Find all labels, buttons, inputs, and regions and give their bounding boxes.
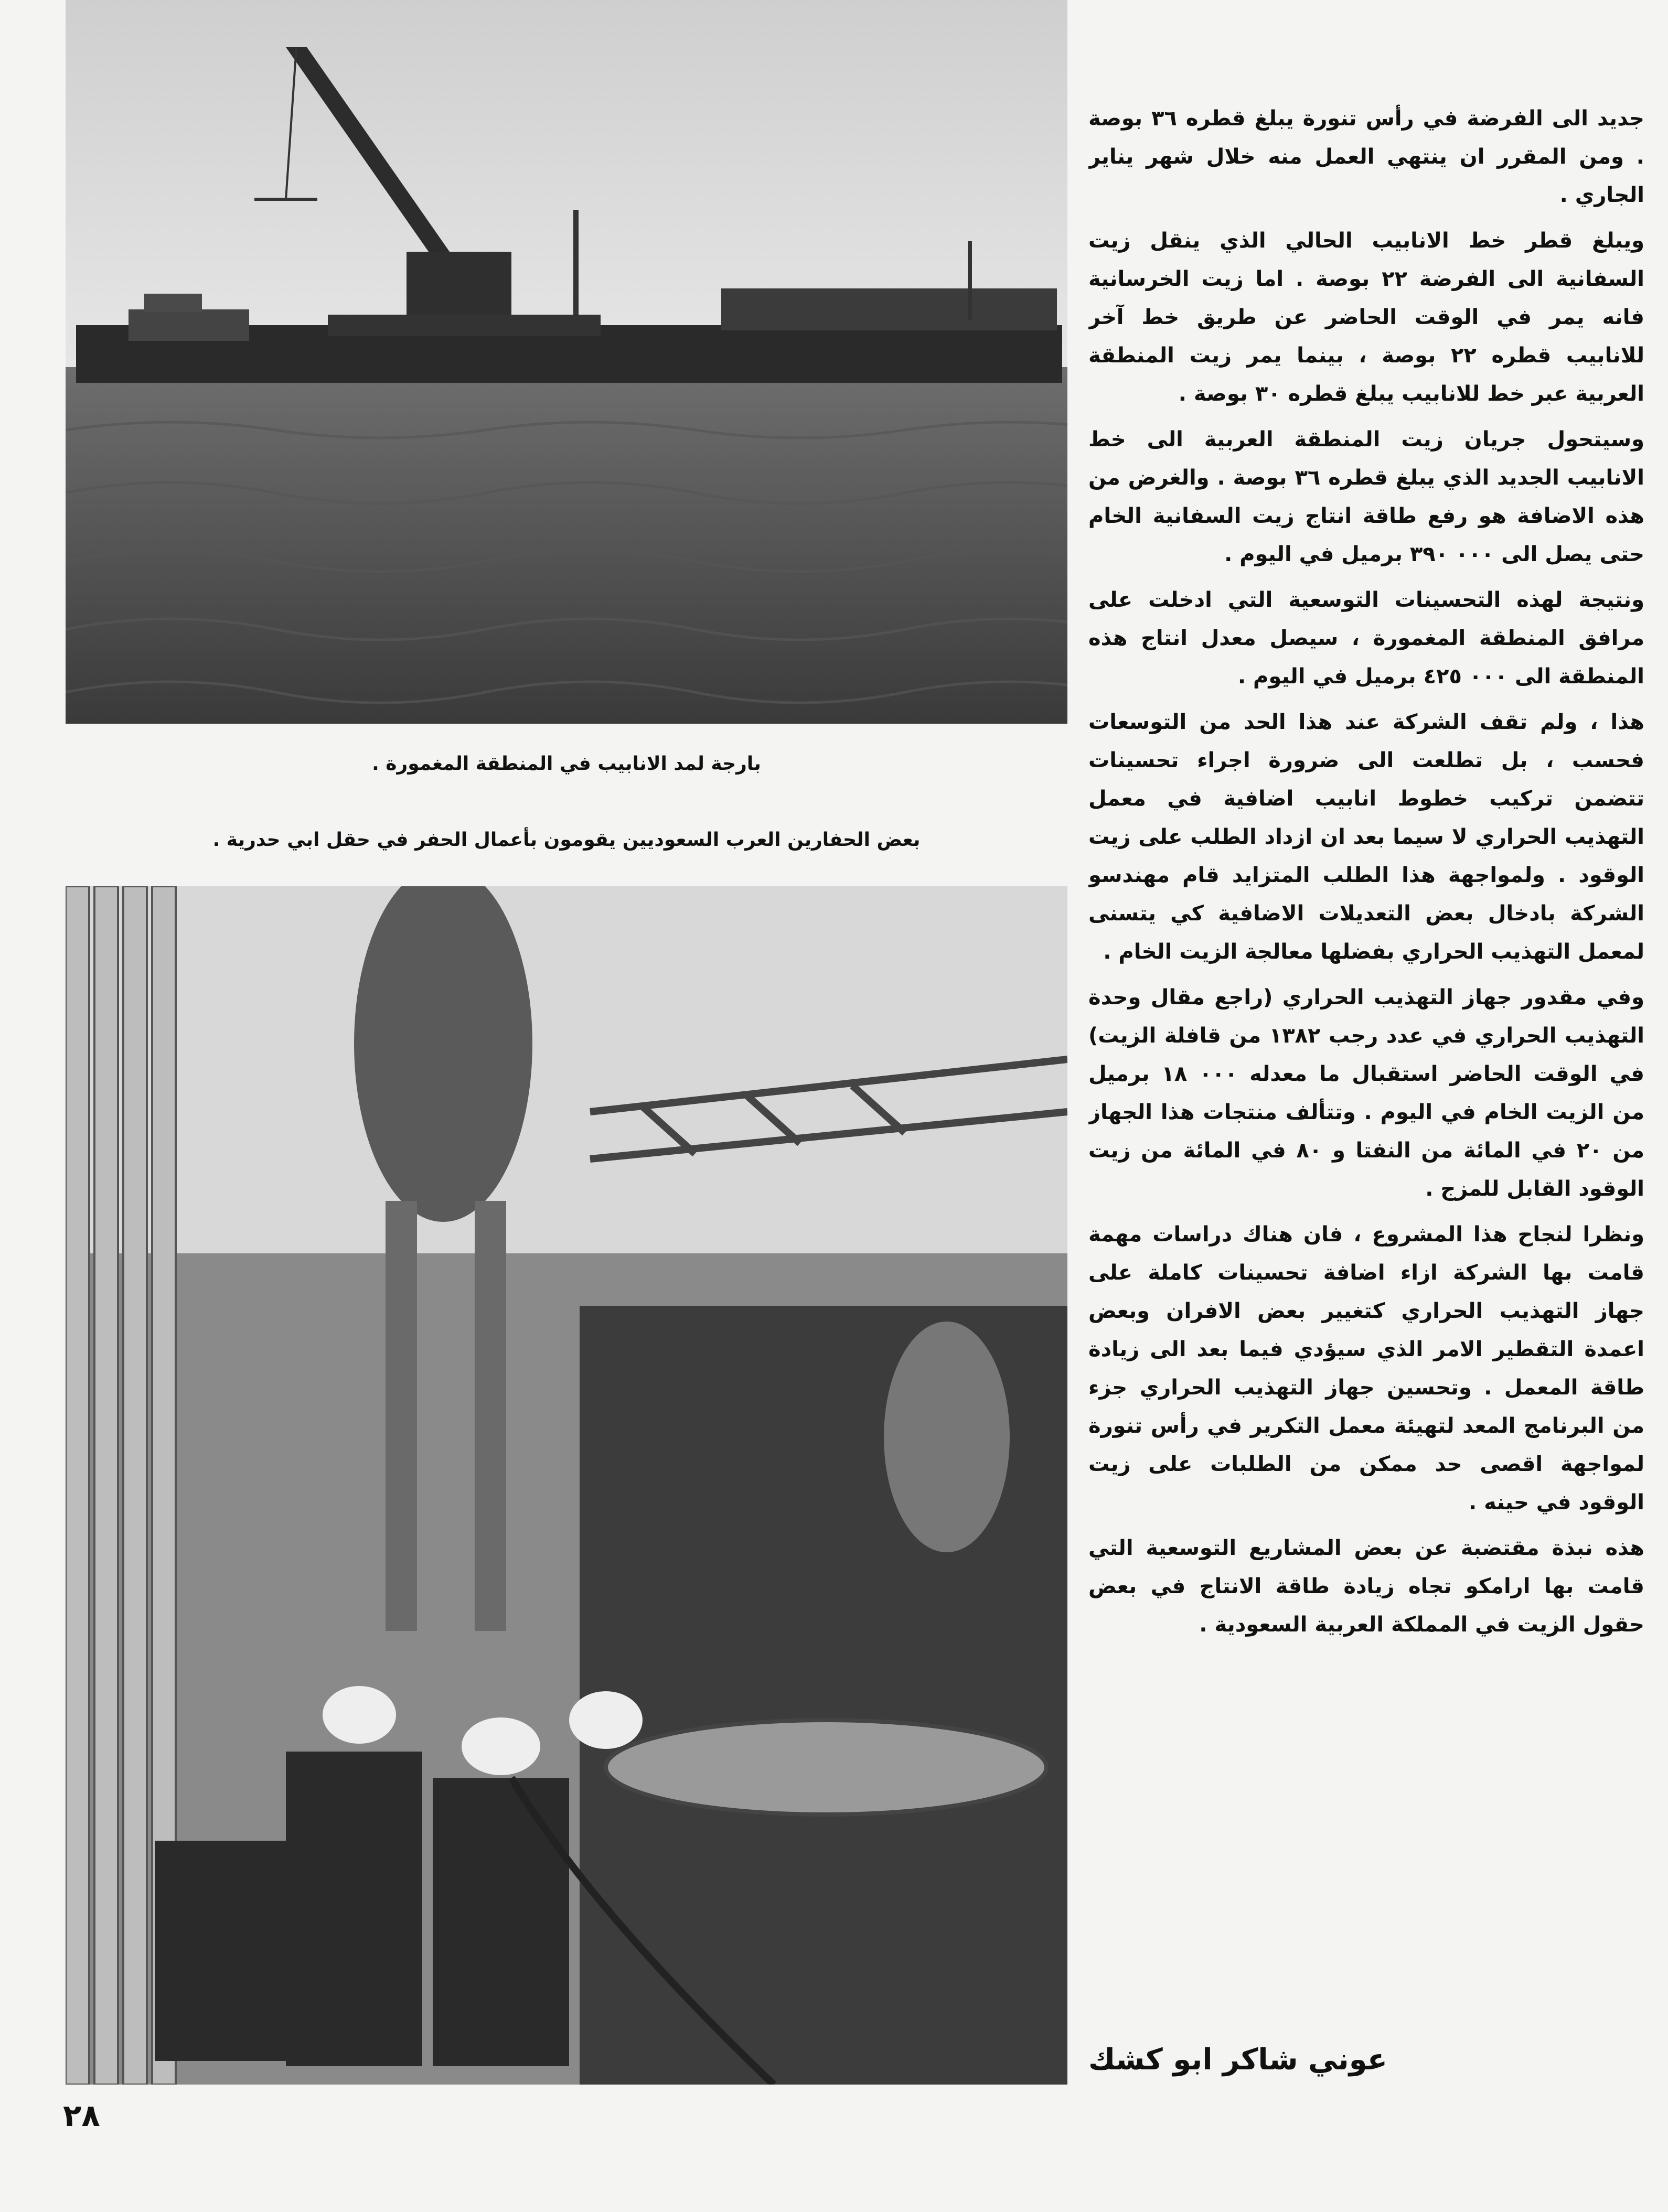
article-body (1088, 100, 1644, 2134)
article-paragraph-7: ونظرا لنجاح هذا المشروع ، فان هناك دراسات مهمة قامت بها الشركة ازاء اضافة تحسينات كاملة على جهاز التهذيب الحراري كتغيير بعض الافران وبعض اعمدة التقطير الامر الذي سيؤدي فيما بعد الى زيادة طاقة المعمل . وتحسين جهاز التهذيب الحراري جزء من البرنامج المعد لتهيئة معمل التكرير في رأس تنورة لمواجهة اقصى حد ممكن من الطلبات على زيت الوقود في حينه . (1088, 1222, 1644, 1515)
author-name: عوني شاكر ابو كشك (1088, 2043, 1388, 2077)
barge-photo (66, 0, 1067, 724)
drillers-photo-caption: بعض الحفارين العرب السعوديين يقومون بأعمال الحفر في حقل ابي حدرية . (212, 829, 921, 851)
barge-photo-caption: بارجة لمد الانابيب في المنطقة المغمورة . (372, 753, 761, 775)
article-paragraph-5: هذا ، ولم تقف الشركة عند هذا الحد من التوسعات فحسب ، بل تطلعت الى ضرورة اجراء تحسينات تتضمن تركيب خطوط انابيب اضافية في معمل التهذيب الحراري لا سيما بعد ان ازداد الطلب على زيت الوقود . ولمواجهة هذا الطلب المتزايد قام مهندسو الشركة بادخال بعض التعديلات الاضافية كي يتسنى لمعمل التهذيب الحراري بفضلها معالجة الزيت الخام . (1088, 710, 1644, 964)
article-paragraph-8: هذه نبذة مقتضبة عن بعض المشاريع التوسعية التي قامت بها ارامكو تجاه زيادة طاقة الانتاج في بعض حقول الزيت في المملكة العربية السعودية . (1088, 1536, 1644, 1637)
article-paragraph-3: وسيتحول جريان زيت المنطقة العربية الى خط الانابيب الجديد الذي يبلغ قطره ٣٦ بوصة . والغرض من هذه الاضافة هو رفع طاقة انتاج زيت السفانية الخام حتى يصل الى ٠٠٠ ٣٩٠ برميل في اليوم . (1088, 427, 1644, 566)
article-paragraph-6: وفي مقدور جهاز التهذيب الحراري (راجع مقال وحدة التهذيب الحراري في عدد رجب ١٣٨٢ من قافلة الزيت) في الوقت الحاضر استقبال ما معدله ٠٠٠ ١٨ برميل من الزيت الخام في اليوم . وتتألف منتجات هذا الجهاز من ٢٠ في المائة من النفتا و ٨٠ في المائة من زيت الوقود القابل للمزج . (1088, 985, 1644, 1201)
page-number: ٢٨ (63, 2098, 100, 2133)
article-paragraph-2: ويبلغ قطر خط الانابيب الحالي الذي ينقل زيت السفانية الى الفرضة ٢٢ بوصة . اما زيت الخرسانية فانه يمر في الوقت الحاضر عن طريق خط آخر للانابيب قطره ٢٢ بوصة ، بينما يمر زيت المنطقة العربية عبر خط للانابيب يبلغ قطره ٣٠ بوصة . (1088, 229, 1644, 406)
article-paragraph-4: ونتيجة لهذه التحسينات التوسعية التي ادخلت على مرافق المنطقة المغمورة ، سيصل معدل انتاج هذه المنطقة الى ٠٠٠ ٤٢٥ برميل في اليوم . (1088, 588, 1644, 689)
drilling-crew-photo (66, 886, 1067, 2085)
article-paragraph-1: جديد الى الفرضة في رأس تنورة يبلغ قطره ٣٦ بوصة . ومن المقرر ان ينتهي العمل منه خلال شهر يناير الجاري . (1088, 106, 1644, 207)
